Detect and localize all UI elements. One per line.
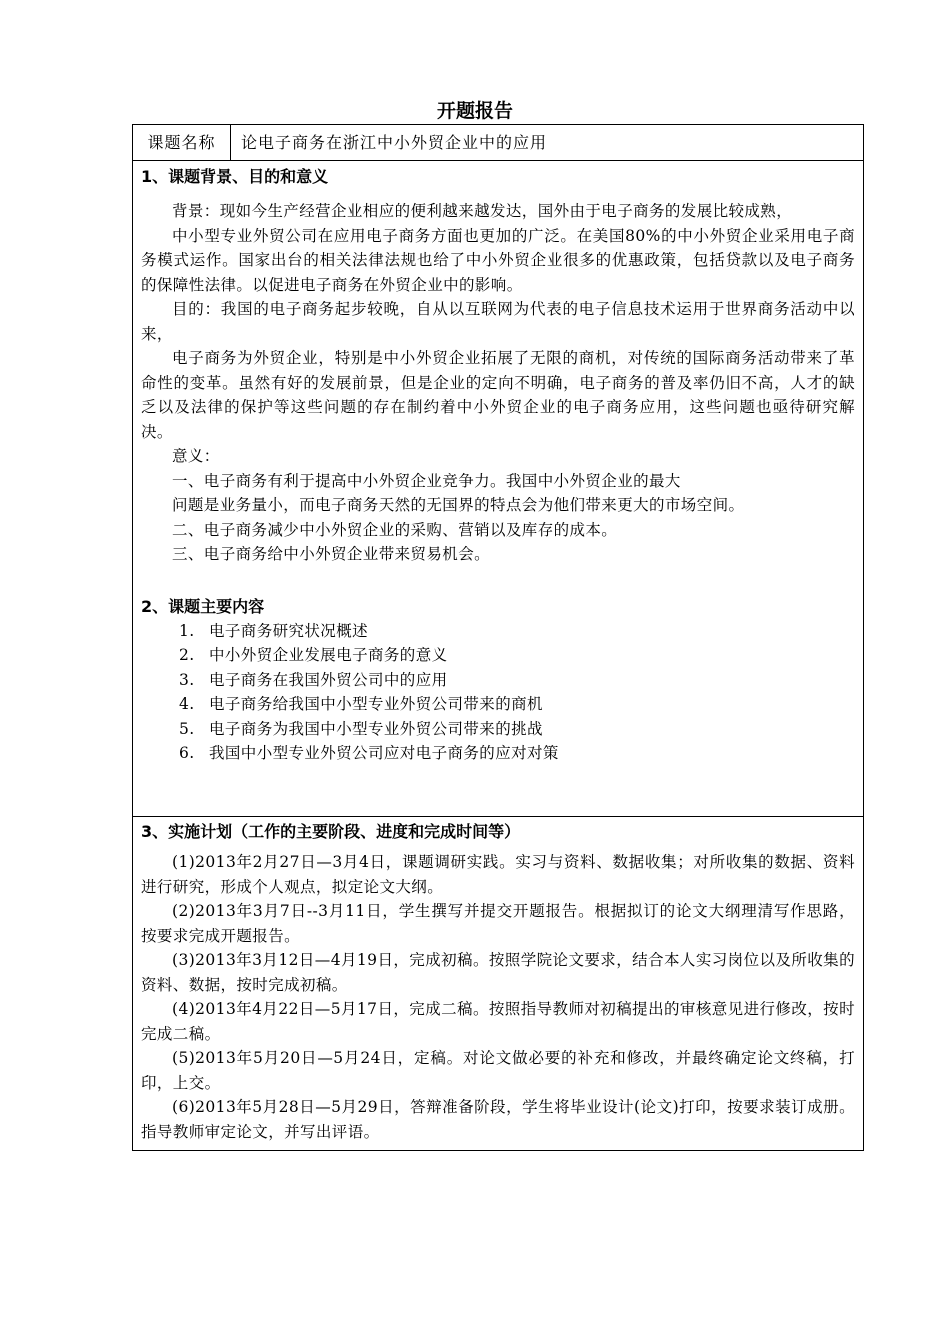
paragraph: 三、电子商务给中小外贸企业带来贸易机会。 — [172, 545, 491, 563]
topic-row — [133, 125, 863, 161]
section-background — [133, 161, 863, 817]
document-title: 开题报告 — [436, 100, 513, 122]
paragraph: 背景：现如今生产经营企业相应的便利越来越发达，国外由于电子商务的发展比较成熟， — [172, 202, 793, 220]
paragraph: 二、电子商务减少中小外贸企业的采购、营销以及库存的成本。 — [172, 520, 618, 539]
paragraph: 一、电子商务有利于提高中小外贸企业竞争力。我国中小外贸企业的最大 — [172, 471, 681, 490]
paragraph: 意义： — [172, 447, 220, 465]
list-item: 3. 电子商务在我国外贸公司中的应用 — [179, 670, 448, 689]
paragraph: (5)2013年5月20日—5月24日，定稿。对论文做必要的补充和修改，并最终确定论文终稿，打印，上交。 — [141, 1049, 855, 1092]
list-item: 6. 我国中小型专业外贸公司应对电子商务的应对对策 — [179, 744, 559, 762]
topic-value: 论电子商务在浙江中小外贸企业中的应用 — [241, 133, 548, 152]
report-table — [132, 124, 864, 1151]
section-heading: 1、课题背景、目的和意义 — [141, 167, 329, 186]
section-heading: 2、课题主要内容 — [141, 596, 265, 616]
paragraph: 电子商务为外贸企业，特别是中小外贸企业拓展了无限的商机，对传统的国际商务活动带来了革命性的变革。虽然有好的发展前景，但是企业的定向不明确，电子商务的普及率仍旧不高，人才的缺乏以及法律的保护等这些问题的存在制约着中小外贸企业的电子商务应用，这些问题也亟待研究解决。 — [141, 349, 855, 441]
list-item: 1. 电子商务研究状况概述 — [179, 621, 369, 640]
paragraph: 中小型专业外贸公司在应用电子商务方面也更加的广泛。在美国80%的中小外贸企业采用电子商务模式运作。国家出台的相关法律法规也给了中小外贸企业很多的优惠政策，包括贷款以及电子商务的保障性法律。以促进电子商务在外贸企业中的影响。 — [141, 226, 855, 294]
paragraph: (3)2013年3月12日—4月19日，完成初稿。按照学院论文要求，结合本人实习岗位以及所收集的资料、数据，按时完成初稿。 — [141, 951, 855, 994]
topic-label: 课题名称 — [133, 125, 231, 160]
paragraph: (1)2013年2月27日—3月4日，课题调研实践。实习与资料、数据收集；对所收集的数据、资料进行研究，形成个人观点，拟定论文大纲。 — [141, 853, 855, 896]
paragraph: 问题是业务量小，而电子商务天然的无国界的特点会为他们带来更大的市场空间。 — [172, 496, 745, 514]
paragraph: (2)2013年3月7日--3月11日，学生撰写并提交开题报告。根据拟订的论文大纲理清写作思路，按要求完成开题报告。 — [141, 902, 855, 945]
list-item: 4. 电子商务给我国中小型专业外贸公司带来的商机 — [179, 695, 543, 713]
list-item: 2. 中小外贸企业发展电子商务的意义 — [179, 646, 448, 664]
list-item: 5. 电子商务为我国中小型专业外贸公司带来的挑战 — [179, 719, 543, 738]
paragraph: 目的：我国的电子商务起步较晚，自从以互联网为代表的电子信息技术运用于世界商务活动中以来， — [141, 300, 855, 343]
content-list — [141, 619, 855, 766]
paragraph: (6)2013年5月28日—5月29日，答辩准备阶段，学生将毕业设计(论文)打印，按要求装订成册。指导教师审定论文，并写出评语。 — [141, 1098, 855, 1141]
section-heading: 3、实施计划（工作的主要阶段、进度和完成时间等） — [141, 822, 521, 841]
section-plan — [133, 817, 863, 1150]
paragraph: (4)2013年4月22日—5月17日，完成二稿。按照指导教师对初稿提出的审核意见进行修改，按时完成二稿。 — [141, 1000, 855, 1043]
